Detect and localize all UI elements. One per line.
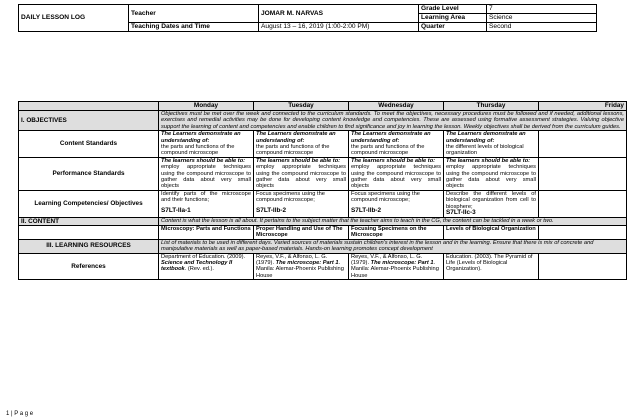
performance-standard-cell xyxy=(349,157,444,190)
performance-standard-text: employ appropriate techniques using the compound microscope to gather data about very small objects xyxy=(446,164,536,190)
resources-row xyxy=(19,239,627,253)
header-table xyxy=(18,4,597,32)
content-row xyxy=(19,217,627,225)
content-standard-text: the parts and functions of the compound microscope xyxy=(351,144,425,157)
competency-cell xyxy=(159,190,254,217)
performance-standard-heading: The learners should be able to: xyxy=(161,157,246,164)
empty-cell xyxy=(539,157,627,190)
references-row xyxy=(19,253,627,280)
competency-code: S7LT-IIb-2 xyxy=(351,206,382,214)
topic-cell: Focusing Specimens on the Microscope xyxy=(349,225,444,239)
reference-text: . (Rev. ed.). xyxy=(184,266,214,273)
resources-label: III. LEARNING RESOURCES xyxy=(19,239,159,253)
reference-text: . Manila: Alemar-Phoenix Publishing House xyxy=(256,259,344,279)
performance-standard-text: employ appropriate techniques using the compound microscope to gather data about very small objects xyxy=(351,164,441,190)
performance-standard-heading: The learners should be able to: xyxy=(351,157,436,164)
quarter-value: Second xyxy=(487,23,597,32)
reference-cell xyxy=(444,253,539,280)
reference-cell xyxy=(254,253,349,280)
reference-title: Science and Technology II textbook xyxy=(161,259,233,273)
corner-cell xyxy=(19,102,159,111)
content-standard-text: the parts and functions of the compound microscope xyxy=(161,144,235,157)
reference-title: The microscope: Part 1 xyxy=(275,259,339,266)
learning-area-value: Science xyxy=(487,14,597,23)
day-monday: Monday xyxy=(159,102,254,111)
performance-standards-label: Performance Standards xyxy=(19,157,159,190)
performance-standard-heading: The learners should be able to: xyxy=(256,157,341,164)
teaching-dates-label: Teaching Dates and Time xyxy=(129,23,259,32)
competency-cell xyxy=(349,190,444,217)
empty-cell xyxy=(539,131,627,158)
content-label: II. CONTENT xyxy=(19,217,159,225)
resources-text: List of materials to be used in different days. Varied sources of materials sustain children's interest in the lesson and in the learning. Ensure that there is mix of concrete and manipulative materials as well as paper-based materials. Hands-on learning promotes concept development xyxy=(159,239,627,253)
performance-standard-cell xyxy=(444,157,539,190)
reference-cell xyxy=(159,253,254,280)
quarter-label: Quarter xyxy=(419,23,487,32)
topic-cell: Microscopy: Parts and Functions xyxy=(159,225,254,239)
document-title: DAILY LESSON LOG xyxy=(19,5,129,32)
competency-code: S7LT-IIc-3 xyxy=(446,209,476,217)
content-text: Content is what the lesson is all about. It pertains to the subject matter that the teacher aims to teach in the CG, the content can be tackled in a week or two. xyxy=(159,217,627,225)
empty-cell xyxy=(19,225,159,239)
learning-area-label: Learning Area xyxy=(419,14,487,23)
grade-level-label: Grade Level xyxy=(419,5,487,14)
competency-text: Focus specimens using the compound microscope; xyxy=(256,190,325,204)
performance-standard-cell xyxy=(159,157,254,190)
content-standard-heading: The Learners demonstrate an understanding of: xyxy=(256,131,336,144)
teacher-name: JOMAR M. NARVAS xyxy=(259,5,419,23)
day-header-row xyxy=(19,102,627,111)
reference-text: . Manila: Alemar-Phoenix Publishing House xyxy=(351,259,439,279)
reference-title: The microscope: Part 1 xyxy=(370,259,434,266)
content-standard-heading: The Learners demonstrate an understanding of: xyxy=(351,131,431,144)
day-thursday: Thursday xyxy=(444,102,539,111)
competency-code: S7LT-IIb-2 xyxy=(256,206,287,214)
lesson-log-table xyxy=(18,101,627,280)
day-wednesday: Wednesday xyxy=(349,102,444,111)
content-standard-cell xyxy=(349,131,444,158)
competencies-label: Learning Competencies/ Objectives xyxy=(19,190,159,217)
reference-text: Department of Education. (2009). xyxy=(161,253,246,260)
performance-standard-heading: The learners should be able to: xyxy=(446,157,531,164)
competency-text: Describe the different levels of biological organization from cell to biosphere; xyxy=(446,190,536,210)
reference-text: Education. (2003). The Pyramid of Life (Levels of Biological Organization). xyxy=(446,253,533,273)
day-friday: Friday xyxy=(539,102,627,111)
empty-cell xyxy=(539,190,627,217)
page-number: 1 | P a g e xyxy=(6,411,34,417)
competency-cell xyxy=(254,190,349,217)
empty-cell xyxy=(539,253,627,280)
competency-cell xyxy=(444,190,539,217)
performance-standard-text: employ appropriate techniques using the compound microscope to gather data about very small objects xyxy=(161,164,251,190)
content-standard-cell xyxy=(254,131,349,158)
content-standard-cell xyxy=(444,131,539,158)
reference-text: Reyes, V.F., & Alfonso, L. G. (1979). xyxy=(256,253,328,266)
topic-cell: Levels of Biological Organization xyxy=(444,225,539,239)
reference-cell xyxy=(349,253,444,280)
content-standard-heading: The Learners demonstrate an understanding of: xyxy=(446,131,526,144)
content-standard-heading: The Learners demonstrate an understanding of: xyxy=(161,131,241,144)
content-standards-label: Content Standards xyxy=(19,131,159,158)
competency-code: S7LT-IIa-1 xyxy=(161,206,191,214)
performance-standard-cell xyxy=(254,157,349,190)
grade-level-value: 7 xyxy=(487,5,597,14)
topic-cell: Proper Handling and Use of The Microscope xyxy=(254,225,349,239)
reference-text: Reyes, V.F., & Alfonso, L. G. (1979). xyxy=(351,253,423,266)
content-standard-text: the different levels of biological organization xyxy=(446,144,524,157)
content-standard-text: the parts and functions of the compound microscope xyxy=(256,144,330,157)
objectives-row xyxy=(19,111,627,131)
objectives-label: I. OBJECTIVES xyxy=(19,111,159,131)
content-standard-cell xyxy=(159,131,254,158)
teacher-label: Teacher xyxy=(129,5,259,23)
performance-standards-row xyxy=(19,157,627,190)
teaching-dates-value: August 13 – 16, 2019 (1:00-2:00 PM) xyxy=(259,23,419,32)
competencies-row xyxy=(19,190,627,217)
references-label: References xyxy=(19,253,159,280)
performance-standard-text: employ appropriate techniques using the compound microscope to gather data about very small objects xyxy=(256,164,346,190)
competency-text: Identify parts of the microscope and their functions; xyxy=(161,190,251,204)
empty-cell xyxy=(539,225,627,239)
competency-text: Focus specimens using the compound microscope; xyxy=(351,190,420,204)
objectives-text: Objectives must be met over the week and connected to the curriculum standards. To meet the objectives, necessary procedures must be followed and if needed, additional lessons, exercises and remedial activities may be done for developing content knowledge and competencies. These are assessed using formative assessment strategies. Valuing objective support the learning of content and competencies and enable children to find significance and joy in learning the lesson. Weekly objectives shall be derived from the curriculum guides. xyxy=(159,111,627,131)
topics-row xyxy=(19,225,627,239)
content-standards-row xyxy=(19,131,627,158)
day-tuesday: Tuesday xyxy=(254,102,349,111)
